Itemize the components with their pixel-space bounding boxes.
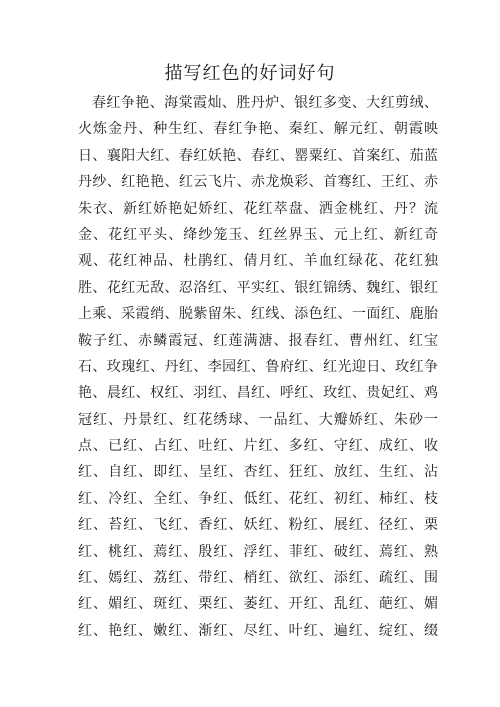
body-text-line: 日、襄阳大红、春红妖艳、春红、罂粟红、首案红、茄蓝 bbox=[78, 147, 438, 164]
body-text-line: 胜、花红无敌、忍洛红、平实红、银红锦绣、魏红、银红 bbox=[78, 279, 438, 296]
body-text-line: 红、艳红、嫩红、渐红、尽红、叶红、遍红、绽红、缀 bbox=[78, 622, 438, 639]
body-text-line: 冠红、丹景红、红花绣球、一品红、大瓣娇红、朱砂一 bbox=[78, 411, 438, 428]
body-text-line: 上乘、采霞绡、脱紫留朱、红线、添色红、一面红、鹿胎 bbox=[78, 306, 438, 323]
body-text-line: 火炼金丹、种生红、春红争艳、秦红、解元红、朝霞映 bbox=[78, 121, 438, 138]
body-text-line: 红、媚红、斑红、栗红、萎红、开红、乱红、葩红、媚 bbox=[78, 596, 438, 613]
body-text-line: 红、苔红、飞红、香红、妖红、粉红、展红、径红、栗 bbox=[78, 517, 438, 534]
document-body bbox=[78, 90, 438, 644]
body-text-line: 春红争艳、海棠霞灿、胜丹炉、银红多变、大红剪绒、 bbox=[92, 95, 438, 111]
body-text-line: 红、冷红、全红、争红、低红、花红、初红、柿红、枝 bbox=[78, 490, 438, 507]
body-text-line: 金、花红平头、绛纱笼玉、红丝界玉、元上红、新红奇 bbox=[78, 226, 438, 243]
body-text-line: 点、已红、占红、吐红、片红、多红、守红、成红、收 bbox=[78, 438, 438, 455]
body-text-line: 朱衣、新红娇艳妃娇红、花红萃盘、洒金桃红、丹？流 bbox=[78, 200, 438, 217]
body-text-line: 红、嫣红、荔红、带红、梢红、欲红、添红、疏红、围 bbox=[78, 570, 438, 587]
body-text-line: 丹纱、红艳艳、红云飞片、赤龙焕彩、首骞红、王红、赤 bbox=[78, 174, 438, 191]
body-text-line: 石、玫瑰红、丹红、李园红、鲁府红、红光迎日、玫红争 bbox=[78, 358, 438, 375]
body-text-line: 鞍子红、赤鳞霞冠、红莲满溏、报春红、曹州红、红宝 bbox=[78, 332, 438, 349]
body-text-line: 红、桃红、蔫红、殷红、浮红、菲红、破红、蔫红、熟 bbox=[78, 543, 438, 560]
body-text-line: 观、花红神品、杜鹃红、倩月红、羊血红绿花、花红独 bbox=[78, 253, 438, 270]
body-text-line: 艳、晨红、权红、羽红、昌红、呼红、玫红、贵妃红、鸡 bbox=[78, 385, 438, 402]
document-title: 描写红色的好词好句 bbox=[164, 63, 336, 84]
body-text-line: 红、自红、即红、呈红、杏红、狂红、放红、生红、沾 bbox=[78, 464, 438, 481]
